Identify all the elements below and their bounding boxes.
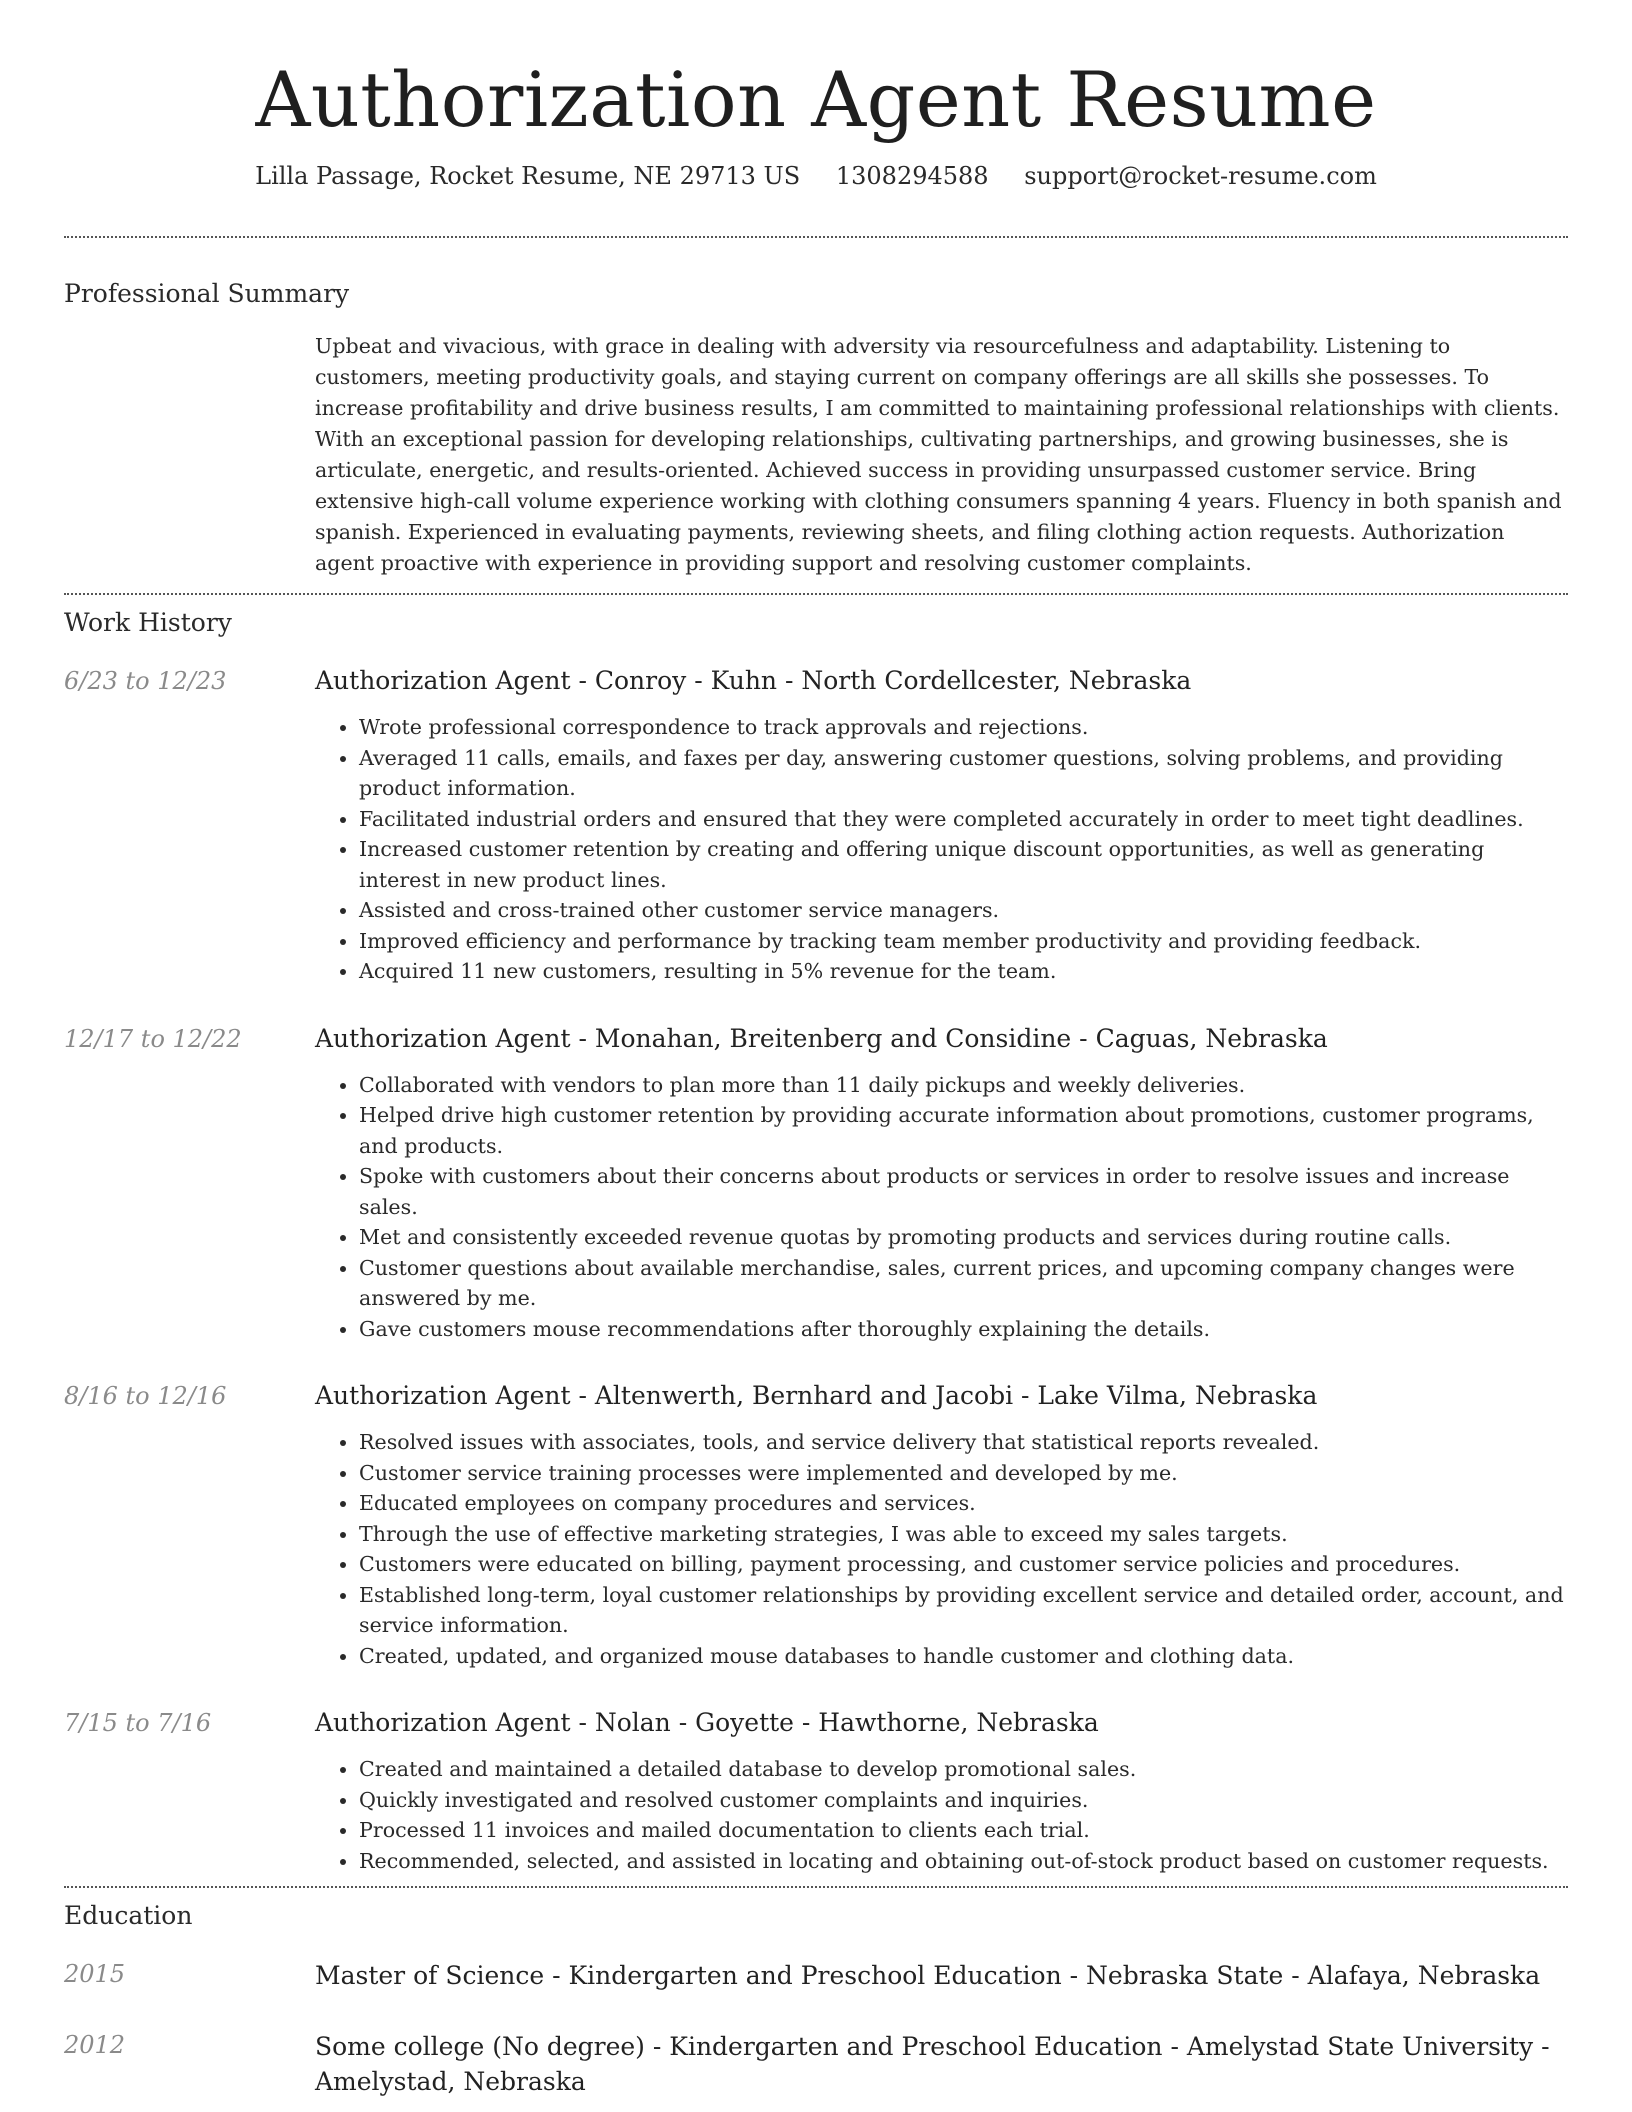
job-dates: 7/15 to 7/16 (64, 1709, 212, 1737)
job-bullet: • Facilitated industrial orders and ensured that they were completed accurately in order to meet tight deadlines. (359, 804, 1569, 835)
job-title: Authorization Agent - Altenwerth, Bernhard and Jacobi - Lake Vilma, Nebraska (315, 1381, 1318, 1410)
job-bullet: • Helped drive high customer retention by providing accurate information about promotions, customer programs, and products. (359, 1100, 1569, 1161)
job-bullet: • Met and consistently exceeded revenue quotas by promoting products and services during routine calls. (359, 1222, 1569, 1253)
job-bullet: • Customers were educated on billing, payment processing, and customer service policies and procedures. (359, 1549, 1569, 1580)
job-dates: 6/23 to 12/23 (64, 667, 227, 695)
job-bullets (315, 1427, 1569, 1671)
job-bullet: • Quickly investigated and resolved customer complaints and inquiries. (359, 1785, 1569, 1816)
education-entry (64, 2029, 1568, 2099)
job-bullets (315, 1754, 1569, 1876)
education-text: Master of Science - Kindergarten and Preschool Education - Nebraska State - Alafaya, Nebraska (315, 1961, 1541, 1990)
job-entry (64, 1023, 1568, 1345)
job-entry (64, 665, 1568, 987)
education-year: 2015 (64, 1960, 126, 1988)
contact-address: Lilla Passage, Rocket Resume, NE 29713 US (255, 162, 801, 190)
job-bullet: • Spoke with customers about their concerns about products or services in order to resolve issues and increase sales. (359, 1161, 1569, 1222)
job-bullet: • Wrote professional correspondence to track approvals and rejections. (359, 712, 1569, 743)
summary-heading: Professional Summary (64, 279, 350, 308)
job-bullet: • Educated employees on company procedures and services. (359, 1488, 1569, 1519)
job-title: Authorization Agent - Monahan, Breitenberg and Considine - Caguas, Nebraska (315, 1023, 1328, 1053)
job-bullet: • Created and maintained a detailed database to develop promotional sales. (359, 1754, 1569, 1785)
education-entry (64, 1958, 1568, 1993)
job-title: Authorization Agent - Nolan - Goyette - Hawthorne, Nebraska (315, 1708, 1099, 1737)
job-bullet: • Through the use of effective marketing strategies, I was able to exceed my sales targets. (359, 1519, 1569, 1550)
job-entry (64, 1380, 1568, 1671)
education-year: 2012 (64, 2031, 126, 2059)
job-dates: 12/17 to 12/22 (64, 1024, 242, 1053)
section-divider (64, 1886, 1568, 1888)
job-bullet: • Resolved issues with associates, tools, and service delivery that statistical reports revealed. (359, 1427, 1569, 1458)
job-bullet: • Assisted and cross-trained other customer service managers. (359, 895, 1569, 926)
job-bullet: • Created, updated, and organized mouse databases to handle customer and clothing data. (359, 1641, 1569, 1672)
job-bullet: • Increased customer retention by creating and offering unique discount opportunities, as well as generating interest in new product lines. (359, 834, 1569, 895)
contact-email[interactable]: support@rocket-resume.com (1024, 162, 1377, 190)
job-bullet: • Customer questions about available merchandise, sales, current prices, and upcoming company changes were answered by me. (359, 1253, 1569, 1314)
job-bullet: • Collaborated with vendors to plan more than 11 daily pickups and weekly deliveries. (359, 1070, 1569, 1101)
job-bullet: • Established long-term, loyal customer relationships by providing excellent service and detailed order, account, and service information. (359, 1580, 1569, 1641)
education-heading: Education (64, 1901, 193, 1930)
resume-title: Authorization Agent Resume (255, 55, 1377, 144)
job-bullet: • Customer service training processes were implemented and developed by me. (359, 1458, 1569, 1489)
contact-phone: 1308294588 (835, 162, 989, 190)
summary-text: Upbeat and vivacious, with grace in dealing with adversity via resourcefulness and adaptability. Listening to customers, meeting productivity goals, and staying current on company offerings are all skills she possesses. To increase profitability and drive business results, I am committed to maintaining professional relationships with clients. With an exceptional passion for developing relationships, cultivating partnerships, and growing businesses, she is articulate, energetic, and results-oriented. Achieved success in providing unsurpassed customer service. Bring extensive high-call volume experience working with clothing consumers spanning 4 years. Fluency in both spanish and spanish. Experienced in evaluating payments, reviewing sheets, and filing clothing action requests. Authorization agent proactive with experience in providing support and resolving customer complaints. (315, 334, 1562, 575)
section-divider (64, 593, 1568, 595)
contact-line (64, 160, 1568, 192)
job-entry (64, 1707, 1568, 1876)
resume-page (64, 0, 1568, 2099)
job-bullet: • Improved efficiency and performance by tracking team member productivity and providing feedback. (359, 926, 1569, 957)
job-bullets (315, 1070, 1569, 1345)
job-bullet: • Processed 11 invoices and mailed documentation to clients each trial. (359, 1815, 1569, 1846)
section-divider (64, 236, 1568, 238)
work-history-heading: Work History (64, 608, 232, 637)
job-bullet: • Recommended, selected, and assisted in locating and obtaining out-of-stock product based on customer requests. (359, 1846, 1569, 1877)
job-bullet: • Acquired 11 new customers, resulting in 5% revenue for the team. (359, 956, 1569, 987)
job-bullet: • Averaged 11 calls, emails, and faxes per day, answering customer questions, solving problems, and providing product information. (359, 743, 1569, 804)
job-dates: 8/16 to 12/16 (64, 1382, 227, 1410)
job-bullets (315, 712, 1569, 987)
education-text: Some college (No degree) - Kindergarten and Preschool Education - Amelystad State University - Amelystad, Nebraska (315, 2032, 1550, 2096)
job-title: Authorization Agent - Conroy - Kuhn - North Cordellcester, Nebraska (315, 666, 1192, 695)
job-bullet: • Gave customers mouse recommendations after thoroughly explaining the details. (359, 1314, 1569, 1345)
